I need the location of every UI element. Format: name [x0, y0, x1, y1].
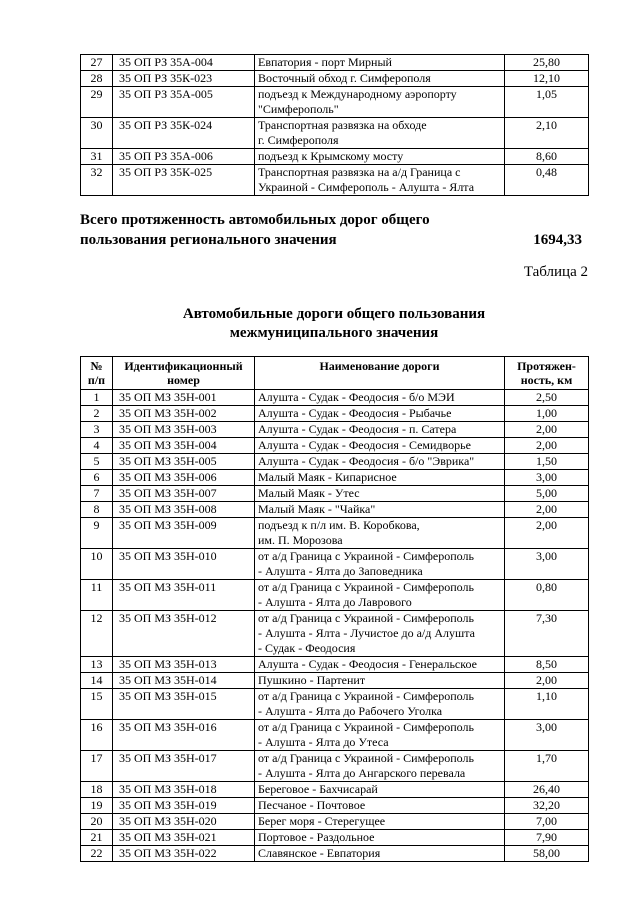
row-num: 16 [81, 720, 113, 751]
row-length: 5,00 [505, 486, 589, 502]
row-num: 29 [81, 87, 113, 118]
row-name-line: - Алушта - Ялта до Утеса [258, 735, 389, 749]
row-length: 1,00 [505, 406, 589, 422]
table-row [81, 798, 589, 814]
row-num: 27 [81, 55, 113, 71]
row-id: 35 ОП РЗ 35К-024 [113, 118, 255, 149]
row-name-line: от а/д Граница с Украиной - Симферополь [258, 580, 474, 594]
row-name-line: Алушта - Судак - Феодосия - б/о "Эврика" [258, 454, 475, 468]
header-id-line2: номер [167, 373, 200, 387]
row-name-line: г. Симферополя [258, 133, 339, 147]
row-length: 3,00 [505, 470, 589, 486]
row-length: 2,00 [505, 673, 589, 689]
table-row [81, 846, 589, 862]
row-num: 6 [81, 470, 113, 486]
regional-roads-table [80, 54, 589, 196]
table-row [81, 657, 589, 673]
row-id: 35 ОП МЗ 35Н-011 [113, 580, 255, 611]
row-num: 20 [81, 814, 113, 830]
row-num: 4 [81, 438, 113, 454]
row-num: 28 [81, 71, 113, 87]
table-row [81, 751, 589, 782]
row-name [255, 782, 505, 798]
table-header-row [81, 357, 589, 390]
row-name-line: от а/д Граница с Украиной - Симферополь [258, 611, 474, 625]
total-value: 1694,33 [533, 232, 582, 248]
row-id: 35 ОП МЗ 35Н-009 [113, 518, 255, 549]
row-name [255, 118, 505, 149]
row-num: 2 [81, 406, 113, 422]
row-name-line: от а/д Граница с Украиной - Симферополь [258, 689, 474, 703]
header-id [113, 357, 255, 390]
row-name-line: подъезд к Международному аэропорту [258, 87, 457, 101]
table2-title-line2: межмуниципального значения [229, 325, 439, 341]
table-row [81, 87, 589, 118]
header-length-line1: Протяжен- [517, 359, 576, 373]
row-length: 2,50 [505, 390, 589, 406]
table-row [81, 149, 589, 165]
row-id: 35 ОП РЗ 35А-005 [113, 87, 255, 118]
row-name [255, 87, 505, 118]
row-num: 32 [81, 165, 113, 196]
row-length: 25,80 [505, 55, 589, 71]
row-length: 0,48 [505, 165, 589, 196]
row-length: 1,05 [505, 87, 589, 118]
row-name-line: Малый Маяк - Кипарисное [258, 470, 397, 484]
header-name-text: Наименование дороги [319, 359, 440, 373]
row-name [255, 798, 505, 814]
row-length: 7,00 [505, 814, 589, 830]
row-name-line: - Алушта - Ялта до Рабочего Уголка [258, 704, 443, 718]
table-row [81, 518, 589, 549]
row-id: 35 ОП МЗ 35Н-006 [113, 470, 255, 486]
row-name-line: Портовое - Раздольное [258, 830, 375, 844]
row-name [255, 657, 505, 673]
row-id: 35 ОП МЗ 35Н-012 [113, 611, 255, 657]
row-id: 35 ОП РЗ 35К-023 [113, 71, 255, 87]
row-length: 2,00 [505, 502, 589, 518]
row-name [255, 814, 505, 830]
total-label-line2: пользования регионального значения [80, 232, 337, 248]
row-length: 3,00 [505, 549, 589, 580]
row-name-line: подъезд к Крымскому мосту [258, 149, 404, 163]
row-name-line: Пушкино - Партенит [258, 673, 366, 687]
row-length: 2,00 [505, 422, 589, 438]
row-id: 35 ОП МЗ 35Н-016 [113, 720, 255, 751]
row-length: 12,10 [505, 71, 589, 87]
row-name [255, 518, 505, 549]
row-length: 8,60 [505, 149, 589, 165]
table-row [81, 549, 589, 580]
row-name-line: Евпатория - порт Мирный [258, 55, 392, 69]
row-name [255, 689, 505, 720]
row-id: 35 ОП МЗ 35Н-005 [113, 454, 255, 470]
header-length [505, 357, 589, 390]
row-id: 35 ОП МЗ 35Н-013 [113, 657, 255, 673]
row-num: 5 [81, 454, 113, 470]
row-length: 8,50 [505, 657, 589, 673]
row-name-line: им. П. Морозова [258, 533, 343, 547]
table-label: Таблица 2 [523, 264, 588, 280]
row-name [255, 165, 505, 196]
table-row [81, 611, 589, 657]
row-length: 26,40 [505, 782, 589, 798]
row-num: 9 [81, 518, 113, 549]
row-name [255, 720, 505, 751]
row-name-line: - Алушта - Ялта до Лаврового [258, 595, 412, 609]
row-id: 35 ОП МЗ 35Н-019 [113, 798, 255, 814]
row-name [255, 580, 505, 611]
row-id: 35 ОП МЗ 35Н-020 [113, 814, 255, 830]
table2-title [80, 305, 588, 343]
row-name [255, 830, 505, 846]
row-id: 35 ОП МЗ 35Н-018 [113, 782, 255, 798]
table-row [81, 502, 589, 518]
row-name [255, 406, 505, 422]
row-name [255, 55, 505, 71]
row-id: 35 ОП МЗ 35Н-022 [113, 846, 255, 862]
header-num-line1: № [90, 359, 103, 373]
table-row [81, 165, 589, 196]
row-name-line: Малый Маяк - Утес [258, 486, 360, 500]
row-name-line: Алушта - Судак - Феодосия - б/о МЭИ [258, 390, 455, 404]
header-length-line2: ность, км [520, 373, 573, 387]
table-row [81, 486, 589, 502]
row-length: 1,50 [505, 454, 589, 470]
row-id: 35 ОП МЗ 35Н-001 [113, 390, 255, 406]
row-name-line: Транспортная развязка на обходе [258, 118, 427, 132]
row-name [255, 502, 505, 518]
row-num: 22 [81, 846, 113, 862]
row-name-line: Алушта - Судак - Феодосия - Семидворье [258, 438, 471, 452]
row-length: 7,30 [505, 611, 589, 657]
row-id: 35 ОП МЗ 35Н-003 [113, 422, 255, 438]
table-row [81, 814, 589, 830]
row-name [255, 422, 505, 438]
total-length-block [80, 210, 590, 250]
row-num: 8 [81, 502, 113, 518]
row-name-line: Малый Маяк - "Чайка" [258, 502, 376, 516]
row-num: 12 [81, 611, 113, 657]
table-row [81, 118, 589, 149]
row-id: 35 ОП МЗ 35Н-010 [113, 549, 255, 580]
table-row [81, 580, 589, 611]
row-name-line: Транспортная развязка на а/д Граница с [258, 165, 461, 179]
row-name [255, 71, 505, 87]
row-id: 35 ОП РЗ 35А-004 [113, 55, 255, 71]
row-num: 31 [81, 149, 113, 165]
row-num: 17 [81, 751, 113, 782]
table-row [81, 406, 589, 422]
row-id: 35 ОП МЗ 35Н-002 [113, 406, 255, 422]
row-length: 2,00 [505, 438, 589, 454]
row-name-line: Берег моря - Стерегущее [258, 814, 386, 828]
row-num: 1 [81, 390, 113, 406]
row-num: 15 [81, 689, 113, 720]
table-row [81, 454, 589, 470]
row-length: 58,00 [505, 846, 589, 862]
row-num: 19 [81, 798, 113, 814]
row-name-line: Алушта - Судак - Феодосия - Генеральское [258, 657, 477, 671]
row-length: 1,70 [505, 751, 589, 782]
row-name-line: - Судак - Феодосия [258, 641, 356, 655]
row-id: 35 ОП МЗ 35Н-004 [113, 438, 255, 454]
intermunicipal-roads-table [80, 356, 589, 862]
table2-title-line1: Автомобильные дороги общего пользования [182, 306, 486, 322]
table-row [81, 689, 589, 720]
table-row [81, 422, 589, 438]
table-row [81, 71, 589, 87]
row-name-line: Украиной - Симферополь - Алушта - Ялта [258, 180, 475, 194]
row-name-line: от а/д Граница с Украиной - Симферополь [258, 720, 474, 734]
row-num: 14 [81, 673, 113, 689]
row-name-line: Восточный обход г. Симферополя [258, 71, 431, 85]
row-id: 35 ОП МЗ 35Н-017 [113, 751, 255, 782]
row-name [255, 454, 505, 470]
row-name [255, 751, 505, 782]
row-length: 1,10 [505, 689, 589, 720]
row-name [255, 486, 505, 502]
row-num: 7 [81, 486, 113, 502]
row-length: 7,90 [505, 830, 589, 846]
header-name [255, 357, 505, 390]
row-num: 13 [81, 657, 113, 673]
row-name-line: Песчаное - Почтовое [258, 798, 366, 812]
row-length: 0,80 [505, 580, 589, 611]
row-name-line: от а/д Граница с Украиной - Симферополь [258, 751, 474, 765]
row-length: 32,20 [505, 798, 589, 814]
row-id: 35 ОП МЗ 35Н-007 [113, 486, 255, 502]
row-id: 35 ОП РЗ 35К-025 [113, 165, 255, 196]
row-name-line: подъезд к п/л им. В. Коробкова, [258, 518, 420, 532]
row-num: 10 [81, 549, 113, 580]
row-name-line: от а/д Граница с Украиной - Симферополь [258, 549, 474, 563]
row-name-line: "Симферополь" [258, 102, 339, 116]
row-name [255, 611, 505, 657]
row-num: 3 [81, 422, 113, 438]
row-name [255, 149, 505, 165]
table-row [81, 390, 589, 406]
row-id: 35 ОП МЗ 35Н-008 [113, 502, 255, 518]
row-name-line: - Алушта - Ялта - Лучистое до а/д Алушта [258, 626, 475, 640]
row-name-line: - Алушта - Ялта до Ангарского перевала [258, 766, 466, 780]
row-name-line: Славянское - Евпатория [258, 846, 381, 860]
row-num: 11 [81, 580, 113, 611]
table-row [81, 470, 589, 486]
row-num: 18 [81, 782, 113, 798]
table-row [81, 720, 589, 751]
row-name [255, 438, 505, 454]
row-num: 30 [81, 118, 113, 149]
row-name-line: Береговое - Бахчисарай [258, 782, 378, 796]
row-id: 35 ОП МЗ 35Н-014 [113, 673, 255, 689]
row-name-line: Алушта - Судак - Феодосия - п. Сатера [258, 422, 457, 436]
row-id: 35 ОП РЗ 35А-006 [113, 149, 255, 165]
table-row [81, 55, 589, 71]
row-name [255, 470, 505, 486]
row-name-line: - Алушта - Ялта до Заповедника [258, 564, 423, 578]
row-length: 2,10 [505, 118, 589, 149]
table-row [81, 830, 589, 846]
row-num: 21 [81, 830, 113, 846]
table-row [81, 782, 589, 798]
header-num [81, 357, 113, 390]
total-label-line1: Всего протяженность автомобильных дорог общего [80, 212, 430, 228]
header-id-line1: Идентификационный [124, 359, 243, 373]
row-name-line: Алушта - Судак - Феодосия - Рыбачье [258, 406, 452, 420]
row-name [255, 673, 505, 689]
table-row [81, 438, 589, 454]
row-name [255, 846, 505, 862]
row-id: 35 ОП МЗ 35Н-015 [113, 689, 255, 720]
row-length: 2,00 [505, 518, 589, 549]
row-length: 3,00 [505, 720, 589, 751]
row-name [255, 549, 505, 580]
row-id: 35 ОП МЗ 35Н-021 [113, 830, 255, 846]
table-row [81, 673, 589, 689]
header-num-line2: п/п [87, 373, 106, 387]
row-name [255, 390, 505, 406]
